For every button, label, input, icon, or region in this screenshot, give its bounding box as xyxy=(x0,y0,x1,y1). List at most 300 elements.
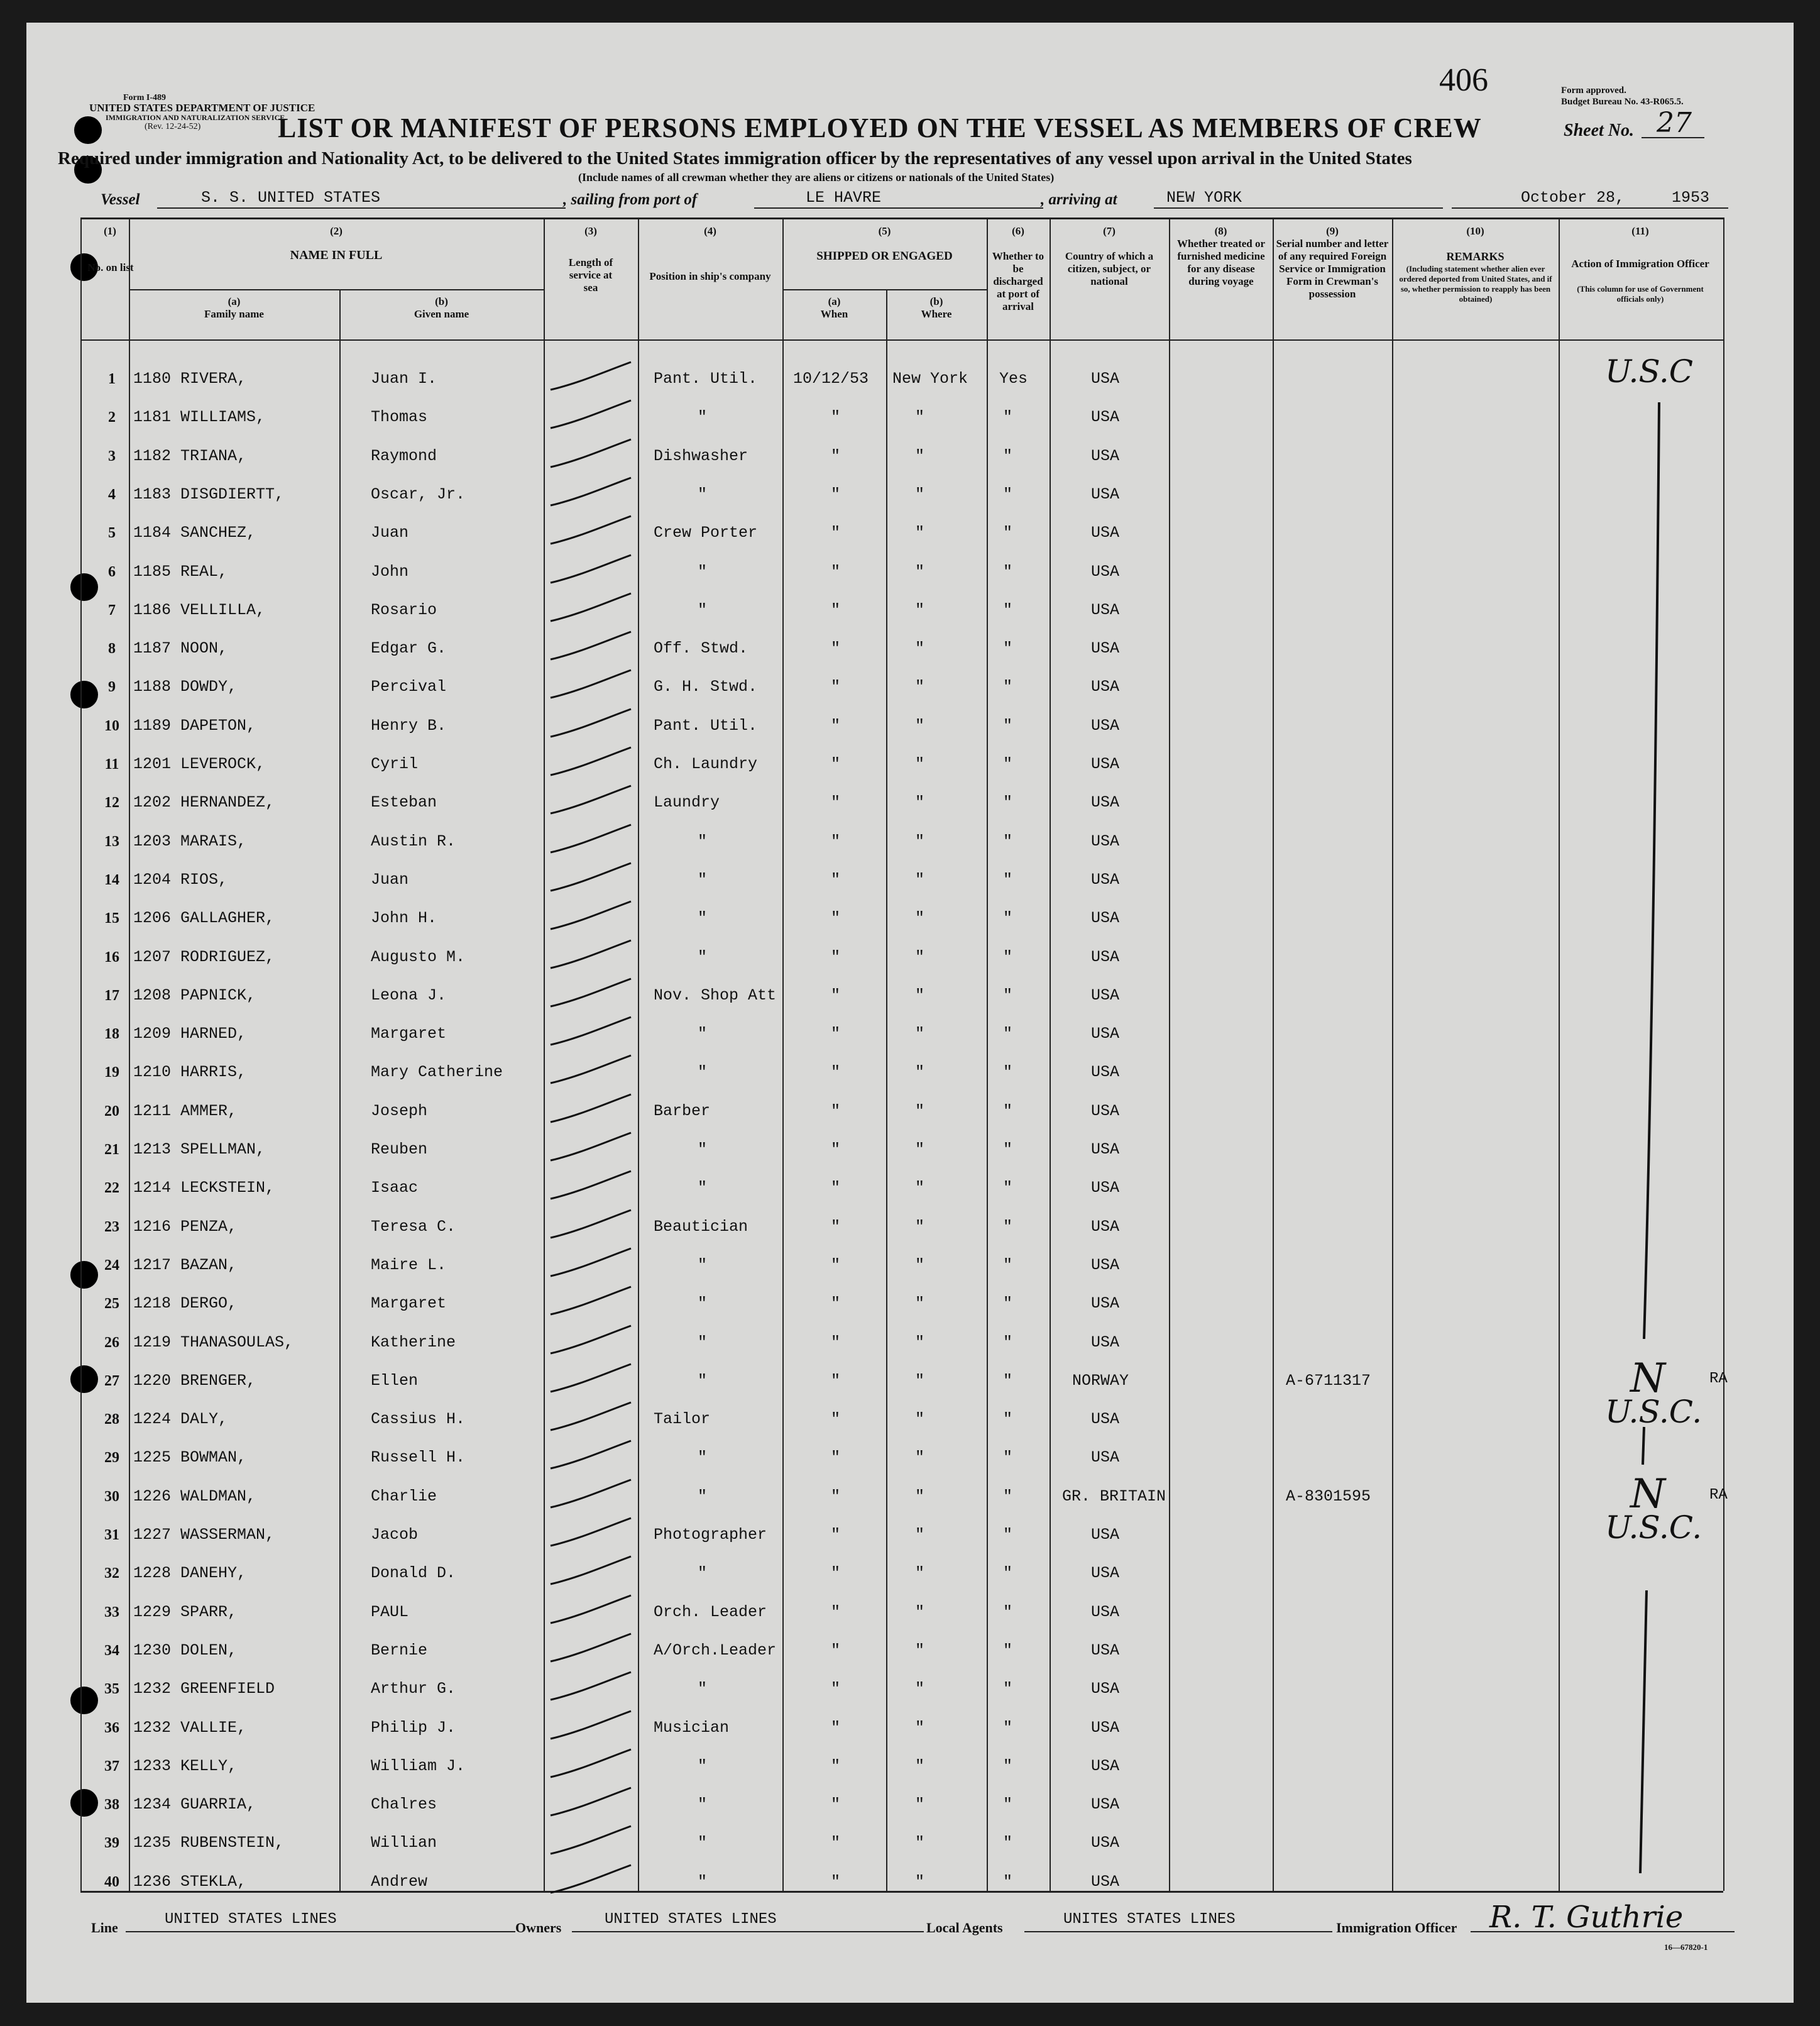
service-check-mark xyxy=(547,782,635,820)
position: " xyxy=(698,1372,708,1390)
given-name: Henry B. xyxy=(371,717,447,735)
country: USA xyxy=(1091,1102,1120,1120)
shipped-when: 10/12/53 xyxy=(793,370,869,388)
position: " xyxy=(698,1757,708,1775)
shipped-where: " xyxy=(915,1025,925,1043)
discharged: " xyxy=(1003,678,1013,696)
shipped-when: " xyxy=(831,1294,841,1313)
col-10-header: REMARKS xyxy=(1446,250,1505,263)
discharged: " xyxy=(1003,717,1013,735)
family-name: 1232 VALLIE, xyxy=(133,1719,247,1737)
discharged: " xyxy=(1003,1719,1013,1737)
shipped-when: " xyxy=(831,948,841,966)
shipped-when: " xyxy=(831,1757,841,1775)
service-check-mark xyxy=(547,1514,635,1552)
arrival-date: October 28, xyxy=(1521,189,1625,207)
sheet-number: 27 xyxy=(1657,107,1692,139)
position: " xyxy=(698,1795,708,1814)
shipped-where: " xyxy=(915,1140,925,1159)
country: USA xyxy=(1091,485,1120,504)
position: " xyxy=(698,1140,708,1159)
country: USA xyxy=(1091,563,1120,581)
col-3-number: (3) xyxy=(584,225,597,237)
shipped-where: " xyxy=(915,1603,925,1621)
shipped-where: " xyxy=(915,1680,925,1698)
shipped-when: " xyxy=(831,1410,841,1428)
row-number: 32 xyxy=(104,1565,119,1582)
col-2a-number: (a) xyxy=(228,295,241,307)
vessel-label: Vessel xyxy=(101,191,140,208)
arriving-label: , arriving at xyxy=(1041,191,1117,208)
position: Barber xyxy=(654,1102,711,1120)
country: USA xyxy=(1091,1680,1120,1698)
family-name: 1201 LEVEROCK, xyxy=(133,755,266,773)
row-number: 40 xyxy=(104,1874,119,1890)
family-name: 1210 HARRIS, xyxy=(133,1063,247,1081)
shipped-where: " xyxy=(915,717,925,735)
country: USA xyxy=(1091,1140,1120,1159)
service-check-mark xyxy=(547,705,635,743)
arriving-port: NEW YORK xyxy=(1166,189,1242,207)
row-number: 38 xyxy=(104,1797,119,1813)
shipped-where: " xyxy=(915,601,925,619)
discharged: " xyxy=(1003,601,1013,619)
discharged: " xyxy=(1003,1757,1013,1775)
serial-form: A-8301595 xyxy=(1286,1487,1371,1506)
position: " xyxy=(698,1680,708,1698)
shipped-when: " xyxy=(831,755,841,773)
service-check-mark xyxy=(547,1668,635,1706)
family-name: 1233 KELLY, xyxy=(133,1757,238,1775)
shipped-where: " xyxy=(915,1294,925,1313)
country: USA xyxy=(1091,755,1120,773)
shipped-where: " xyxy=(915,1063,925,1081)
shipped-when: " xyxy=(831,1025,841,1043)
shipped-where: " xyxy=(915,1719,925,1737)
country: USA xyxy=(1091,793,1120,812)
page-number: 406 xyxy=(1439,62,1488,98)
margin-mark-ra: RA xyxy=(1709,1370,1728,1387)
country: USA xyxy=(1091,832,1120,851)
shipped-where: " xyxy=(915,1448,925,1467)
row-number: 9 xyxy=(108,679,116,695)
row-number: 13 xyxy=(104,834,119,850)
position: Nov. Shop Att xyxy=(654,986,777,1005)
col-4-header: Position in ship's company xyxy=(649,270,771,282)
table-rule xyxy=(1559,217,1560,1891)
table-rule xyxy=(80,217,82,1891)
given-name: Maire L. xyxy=(371,1256,447,1274)
given-name: Joseph xyxy=(371,1102,428,1120)
discharged: Yes xyxy=(999,370,1028,388)
row-number: 27 xyxy=(104,1373,119,1389)
family-name: 1228 DANEHY, xyxy=(133,1564,247,1582)
given-name: Katherine xyxy=(371,1333,456,1352)
country: USA xyxy=(1091,1256,1120,1274)
discharged: " xyxy=(1003,1487,1013,1506)
row-number: 31 xyxy=(104,1527,119,1543)
position: " xyxy=(698,1448,708,1467)
given-name: Isaac xyxy=(371,1179,419,1197)
immigration-action: N xyxy=(1630,1471,1665,1517)
row-number: 19 xyxy=(104,1064,119,1081)
table-rule xyxy=(638,217,639,1891)
country: USA xyxy=(1091,871,1120,889)
shipped-where: " xyxy=(915,563,925,581)
arrival-year: 1953 xyxy=(1672,189,1710,207)
service-check-mark xyxy=(547,1592,635,1629)
given-name: John xyxy=(371,563,409,581)
service-check-mark xyxy=(547,1013,635,1051)
discharged: " xyxy=(1003,1102,1013,1120)
page-title: LIST OR MANIFEST OF PERSONS EMPLOYED ON THE VESSEL AS MEMBERS OF CREW xyxy=(278,113,1482,143)
shipped-where: " xyxy=(915,1179,925,1197)
discharged: " xyxy=(1003,832,1013,851)
row-number: 2 xyxy=(108,409,116,426)
family-name: 1232 GREENFIELD xyxy=(133,1680,275,1698)
given-name: Cassius H. xyxy=(371,1410,466,1428)
row-number: 34 xyxy=(104,1643,119,1659)
given-name: Charlie xyxy=(371,1487,437,1506)
given-name: Margaret xyxy=(371,1294,447,1313)
country: USA xyxy=(1091,1719,1120,1737)
family-name: 1186 VELLILLA, xyxy=(133,601,266,619)
family-name: 1236 STEKLA, xyxy=(133,1873,247,1891)
owners-label: Owners xyxy=(515,1920,562,1935)
position: " xyxy=(698,1333,708,1352)
row-number: 3 xyxy=(108,448,116,465)
position: " xyxy=(698,909,708,927)
row-number: 25 xyxy=(104,1296,119,1312)
discharged: " xyxy=(1003,1218,1013,1236)
line-value: UNITED STATES LINES xyxy=(165,1911,337,1928)
shipped-when: " xyxy=(831,909,841,927)
country: USA xyxy=(1091,447,1120,465)
shipped-where: " xyxy=(915,948,925,966)
country: USA xyxy=(1091,948,1120,966)
col-2b-header: Given name xyxy=(414,308,469,320)
shipped-where: " xyxy=(915,1333,925,1352)
agency-name: UNITED STATES DEPARTMENT OF JUSTICE xyxy=(89,102,315,114)
table-rule xyxy=(129,217,130,1891)
given-name: Russell H. xyxy=(371,1448,466,1467)
shipped-where: " xyxy=(915,1410,925,1428)
col-2-number: (2) xyxy=(330,225,343,237)
service-check-mark xyxy=(547,1283,635,1321)
family-name: 1235 RUBENSTEIN, xyxy=(133,1834,285,1852)
family-name: 1188 DOWDY, xyxy=(133,678,238,696)
position: " xyxy=(698,408,708,426)
discharged: " xyxy=(1003,1680,1013,1698)
country: USA xyxy=(1091,1834,1120,1852)
country: USA xyxy=(1091,408,1120,426)
given-name: Teresa C. xyxy=(371,1218,456,1236)
discharged: " xyxy=(1003,1795,1013,1814)
given-name: Percival xyxy=(371,678,447,696)
col-5a-header: When xyxy=(820,308,848,320)
shipped-when: " xyxy=(831,1218,841,1236)
table-rule xyxy=(80,1891,1723,1893)
position: Tailor xyxy=(654,1410,711,1428)
service-check-mark xyxy=(547,628,635,666)
family-name: 1211 AMMER, xyxy=(133,1102,238,1120)
discharged: " xyxy=(1003,1025,1013,1043)
shipped-where: " xyxy=(915,1564,925,1582)
country: NORWAY xyxy=(1072,1372,1129,1390)
position: Beautician xyxy=(654,1218,748,1236)
shipped-when: " xyxy=(831,717,841,735)
position: Off. Stwd. xyxy=(654,639,748,658)
shipped-where: " xyxy=(915,1795,925,1814)
position: Pant. Util. xyxy=(654,717,758,735)
service-check-mark xyxy=(547,397,635,434)
family-name: 1225 BOWMAN, xyxy=(133,1448,247,1467)
given-name: Juan xyxy=(371,871,409,889)
country: USA xyxy=(1091,1603,1120,1621)
shipped-where: " xyxy=(915,1526,925,1544)
family-name: 1226 WALDMAN, xyxy=(133,1487,256,1506)
position: " xyxy=(698,1834,708,1852)
shipped-where: " xyxy=(915,524,925,542)
given-name: Augusto M. xyxy=(371,948,466,966)
family-name: 1187 NOON, xyxy=(133,639,228,658)
country: USA xyxy=(1091,1410,1120,1428)
row-number: 10 xyxy=(104,718,119,734)
service-check-mark xyxy=(547,1476,635,1514)
shipped-when: " xyxy=(831,1603,841,1621)
position: " xyxy=(698,1873,708,1891)
row-number: 22 xyxy=(104,1180,119,1196)
position: " xyxy=(698,871,708,889)
country: USA xyxy=(1091,1448,1120,1467)
discharged: " xyxy=(1003,1333,1013,1352)
position: " xyxy=(698,948,708,966)
shipped-when: " xyxy=(831,447,841,465)
discharged: " xyxy=(1003,755,1013,773)
shipped-where: " xyxy=(915,986,925,1005)
given-name: Margaret xyxy=(371,1025,447,1043)
form-number: Form I-489 xyxy=(123,93,167,102)
family-name: 1180 RIVERA, xyxy=(133,370,247,388)
col-5a-number: (a) xyxy=(828,295,841,307)
country: USA xyxy=(1091,1873,1120,1891)
row-number: 16 xyxy=(104,949,119,966)
table-rule xyxy=(80,217,1723,219)
row-number: 8 xyxy=(108,641,116,657)
immigration-action: U.S.C xyxy=(1605,353,1694,390)
family-name: 1217 BAZAN, xyxy=(133,1256,238,1274)
given-name: Leona J. xyxy=(371,986,447,1005)
immigration-action: N xyxy=(1630,1355,1665,1402)
discharged: " xyxy=(1003,485,1013,504)
given-name: Raymond xyxy=(371,447,437,465)
position: " xyxy=(698,1025,708,1043)
table-rule xyxy=(1273,217,1274,1891)
discharged: " xyxy=(1003,447,1013,465)
col-2-header: NAME IN FULL xyxy=(290,248,383,262)
col-2b-number: (b) xyxy=(435,295,448,307)
position: Crew Porter xyxy=(654,524,758,542)
service-check-mark xyxy=(547,1245,635,1282)
table-rule xyxy=(80,339,1723,341)
discharged: " xyxy=(1003,986,1013,1005)
family-name: 1202 HERNANDEZ, xyxy=(133,793,275,812)
given-name: Thomas xyxy=(371,408,428,426)
row-number: 23 xyxy=(104,1219,119,1235)
col-9-header: Serial number and letter of any required Foreign Service or Immigration Form in Crewman's possession xyxy=(1276,238,1389,300)
table-rule xyxy=(1723,217,1724,1891)
discharged: " xyxy=(1003,1256,1013,1274)
family-name: 1203 MARAIS, xyxy=(133,832,247,851)
service-check-mark xyxy=(547,512,635,550)
margin-mark-ra: RA xyxy=(1709,1487,1728,1504)
shipped-when: " xyxy=(831,1063,841,1081)
immigration-officer-label: Immigration Officer xyxy=(1336,1920,1457,1935)
shipped-when: " xyxy=(831,563,841,581)
row-number: 26 xyxy=(104,1335,119,1351)
col-3-header: Length of service at sea xyxy=(568,256,613,294)
sailing-from-label: , sailing from port of xyxy=(563,191,698,208)
given-name: PAUL xyxy=(371,1603,409,1621)
position: " xyxy=(698,1564,708,1582)
punch-hole xyxy=(74,116,102,144)
discharged: " xyxy=(1003,1294,1013,1313)
shipped-when: " xyxy=(831,1256,841,1274)
officer-signature: R. T. Guthrie xyxy=(1489,1900,1684,1935)
discharged: " xyxy=(1003,948,1013,966)
table-rule xyxy=(782,217,784,1891)
line-label: Line xyxy=(91,1920,118,1935)
form-revision: (Rev. 12-24-52) xyxy=(145,122,201,131)
service-check-mark xyxy=(547,1437,635,1475)
service-check-mark xyxy=(547,1167,635,1205)
shipped-where: " xyxy=(915,678,925,696)
shipped-where: New York xyxy=(892,370,968,388)
row-number: 6 xyxy=(108,564,116,580)
service-check-mark xyxy=(547,590,635,627)
family-name: 1227 WASSERMAN, xyxy=(133,1526,275,1544)
row-number: 11 xyxy=(104,756,119,773)
position: Photographer xyxy=(654,1526,767,1544)
given-name: Austin R. xyxy=(371,832,456,851)
given-name: Jacob xyxy=(371,1526,419,1544)
family-name: 1185 REAL, xyxy=(133,563,228,581)
service-check-mark xyxy=(547,1052,635,1089)
family-name: 1182 TRIANA, xyxy=(133,447,247,465)
family-name: 1206 GALLAGHER, xyxy=(133,909,275,927)
country: GR. BRITAIN xyxy=(1062,1487,1166,1506)
country: USA xyxy=(1091,1757,1120,1775)
discharged: " xyxy=(1003,1603,1013,1621)
shipped-when: " xyxy=(831,524,841,542)
service-check-mark xyxy=(547,1091,635,1128)
given-name: Juan xyxy=(371,524,409,542)
row-number: 20 xyxy=(104,1103,119,1120)
service-check-mark xyxy=(547,474,635,512)
service-check-mark xyxy=(547,358,635,396)
given-name: Cyril xyxy=(371,755,419,773)
discharged: " xyxy=(1003,1641,1013,1660)
serial-form: A-6711317 xyxy=(1286,1372,1371,1390)
col-11-header: Action of Immigration Officer xyxy=(1571,258,1709,270)
service-check-mark xyxy=(547,937,635,974)
row-number: 17 xyxy=(104,988,119,1004)
shipped-when: " xyxy=(831,986,841,1005)
given-name: Willian xyxy=(371,1834,437,1852)
row-number: 1 xyxy=(108,371,116,387)
discharged: " xyxy=(1003,1834,1013,1852)
service-check-mark xyxy=(547,551,635,589)
shipped-where: " xyxy=(915,1873,925,1891)
discharged: " xyxy=(1003,563,1013,581)
table-rule xyxy=(987,217,988,1891)
table-rule xyxy=(339,289,341,1891)
position: Laundry xyxy=(654,793,720,812)
position: " xyxy=(698,601,708,619)
shipped-when: " xyxy=(831,1448,841,1467)
shipped-when: " xyxy=(831,485,841,504)
service-check-mark xyxy=(547,1129,635,1167)
col-5b-header: Where xyxy=(921,308,952,320)
row-number: 4 xyxy=(108,487,116,503)
table-rule xyxy=(782,289,987,290)
discharged: " xyxy=(1003,524,1013,542)
given-name: Philip J. xyxy=(371,1719,456,1737)
service-check-mark xyxy=(547,821,635,859)
family-name: 1204 RIOS, xyxy=(133,871,228,889)
service-check-mark xyxy=(547,1553,635,1590)
given-name: Bernie xyxy=(371,1641,428,1660)
subtitle: Required under immigration and Nationality Act, to be delivered to the United States immigration officer by the representatives of any vessel upon arrival in the United States xyxy=(58,148,1412,168)
shipped-where: " xyxy=(915,1834,925,1852)
given-name: Andrew xyxy=(371,1873,428,1891)
row-number: 24 xyxy=(104,1257,119,1274)
family-name: 1181 WILLIAMS, xyxy=(133,408,266,426)
table-rule xyxy=(1392,217,1393,1891)
sailing-from-port: LE HAVRE xyxy=(806,189,882,207)
given-name: Edgar G. xyxy=(371,639,447,658)
service-check-mark xyxy=(547,1861,635,1899)
shipped-where: " xyxy=(915,1102,925,1120)
owners-value: UNITED STATES LINES xyxy=(605,1911,777,1928)
position: " xyxy=(698,485,708,504)
row-number: 35 xyxy=(104,1681,119,1697)
discharged: " xyxy=(1003,1564,1013,1582)
service-check-mark xyxy=(547,1360,635,1398)
shipped-where: " xyxy=(915,1256,925,1274)
given-name: Mary Catherine xyxy=(371,1063,503,1081)
country: USA xyxy=(1091,1025,1120,1043)
row-number: 12 xyxy=(104,795,119,811)
shipped-when: " xyxy=(831,1641,841,1660)
row-number: 33 xyxy=(104,1604,119,1621)
shipped-where: " xyxy=(915,793,925,812)
family-name: 1230 DOLEN, xyxy=(133,1641,238,1660)
row-number: 21 xyxy=(104,1142,119,1158)
position: " xyxy=(698,1294,708,1313)
shipped-where: " xyxy=(915,871,925,889)
family-name: 1213 SPELLMAN, xyxy=(133,1140,266,1159)
col-11-number: (11) xyxy=(1631,225,1649,237)
given-name: Reuben xyxy=(371,1140,428,1159)
shipped-where: " xyxy=(915,408,925,426)
shipped-where: " xyxy=(915,755,925,773)
col-6-header: Whether to be discharged at port of arrival xyxy=(992,250,1044,312)
shipped-when: " xyxy=(831,1564,841,1582)
position: " xyxy=(698,563,708,581)
given-name: John H. xyxy=(371,909,437,927)
row-number: 7 xyxy=(108,602,116,619)
